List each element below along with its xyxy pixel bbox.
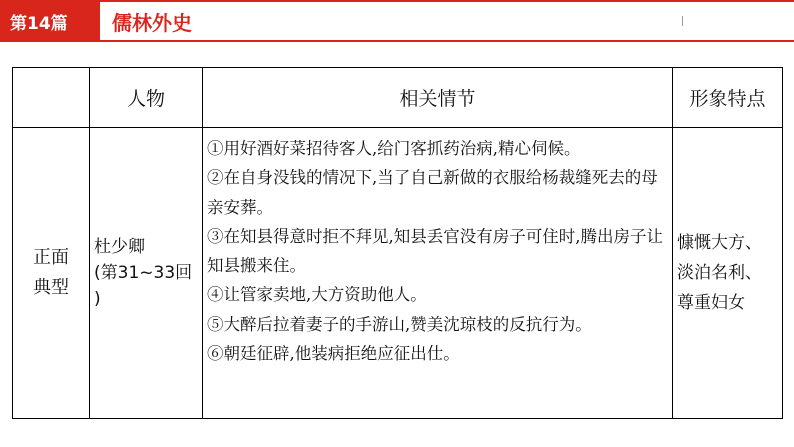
chapter-badge: 第14篇: [10, 13, 68, 34]
trait-item: 慷慨大方、: [677, 233, 762, 253]
type-line: 正面: [33, 247, 69, 268]
header-cell-person: 人物: [90, 68, 203, 128]
page-title: 儒林外史: [100, 2, 794, 40]
character-table: [12, 67, 783, 419]
traits-cell: [673, 128, 783, 419]
type-line: 典型: [33, 277, 69, 298]
header-cell-plot: 相关情节: [203, 68, 673, 128]
plot-item: ⑥朝廷征辟,他装病拒绝应征出仕。: [207, 344, 460, 364]
person-name: 杜少卿: [94, 237, 145, 257]
plot-item: ①用好酒好菜招待客人,给门客抓药治病,精心伺候。: [207, 139, 581, 158]
header-cell-type: [13, 68, 90, 128]
trait-item: 尊重妇女: [677, 293, 745, 313]
plot-item: ⑤大醉后拉着妻子的手游山,赞美沈琼枝的反抗行为。: [207, 314, 592, 334]
plot-item: ④让管家卖地,大方资助他人。: [207, 285, 427, 305]
header-cell-traits: 形象特点: [673, 68, 783, 128]
plot-item: ②在自身没钱的情况下,当了自己新做的衣服给杨裁缝死去的母亲安葬。: [207, 168, 658, 217]
person-cell: [90, 128, 203, 419]
plot-cell: [203, 128, 673, 419]
header-divider: [682, 16, 683, 26]
table-row: [13, 128, 783, 419]
person-chapters: (第31~33回: [94, 263, 193, 283]
type-cell: [13, 128, 90, 419]
person-chapters-end: ): [94, 289, 101, 309]
trait-item: 淡泊名利、: [677, 263, 762, 283]
table-header-row: [13, 68, 783, 128]
plot-item: ③在知县得意时拒不拜见,知县丢官没有房子可住时,腾出房子让知县搬来住。: [207, 226, 663, 276]
